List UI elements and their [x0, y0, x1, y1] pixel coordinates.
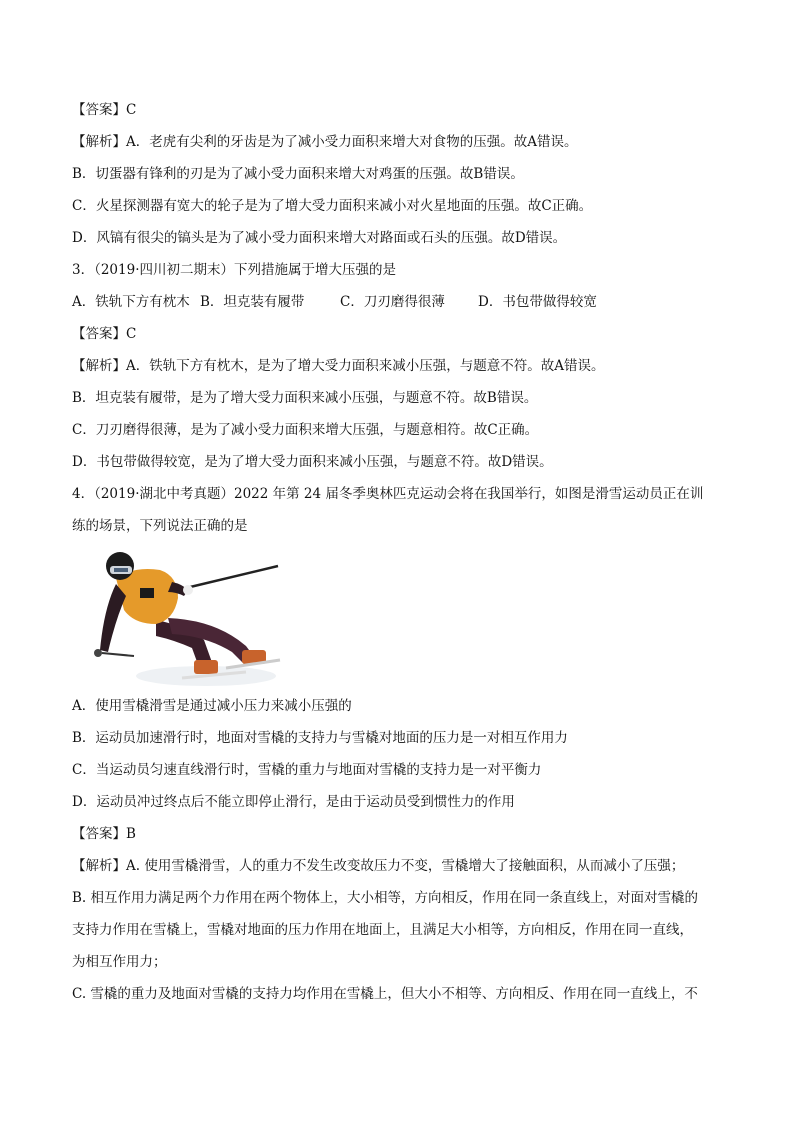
question-3-options	[72, 292, 597, 312]
answer-label-q3: 【答案】C	[72, 326, 137, 342]
analysis-line: B．切蛋器有锋利的刃是为了减小受力面积来增大对鸡蛋的压强。故B错误。	[72, 166, 524, 182]
analysis-line: C．刀刃磨得很薄，是为了减小受力面积来增大压强，与题意相符。故C正确。	[72, 422, 539, 438]
analysis-line: D．风镐有很尖的镐头是为了减小受力面积来增大对路面或石头的压强。故D错误。	[72, 230, 567, 246]
analysis-line: B．坦克装有履带，是为了增大受力面积来减小压强，与题意不符。故B错误。	[72, 390, 538, 406]
option-line: D．运动员冲过终点后不能立即停止滑行，是由于运动员受到惯性力的作用	[72, 794, 515, 810]
option-c: C．刀刃磨得很薄	[340, 294, 445, 310]
analysis-line: 为相互作用力；	[72, 954, 167, 970]
analysis-line: B. 相互作用力满足两个力作用在两个物体上，大小相等，方向相反，作用在同一条直线上，对面对雪橇的	[72, 890, 699, 906]
option-d: D．书包带做得较宽	[478, 294, 597, 310]
option-line: A．使用雪橇滑雪是通过减小压力来减小压强的	[72, 698, 352, 714]
option-line: B．运动员加速滑行时，地面对雪橇的支持力与雪橇对地面的压力是一对相互作用力	[72, 730, 568, 746]
analysis-line: 【解析】A. 使用雪橇滑雪，人的重力不发生改变故压力不变，雪橇增大了接触面积，从而减小了压强；	[72, 858, 685, 874]
analysis-line: 【解析】A．铁轨下方有枕木，是为了增大受力面积来减小压强，与题意不符。故A错误。	[72, 358, 605, 374]
skier-photo	[86, 548, 281, 686]
option-line: C．当运动员匀速直线滑行时，雪橇的重力与地面对雪橇的支持力是一对平衡力	[72, 762, 542, 778]
option-a: A．铁轨下方有枕木	[72, 294, 190, 310]
question-3-stem: 3．（2019·四川初二期末）下列措施属于增大压强的是	[72, 262, 396, 278]
answer-label-q2: 【答案】C	[72, 102, 137, 118]
analysis-line: 支持力作用在雪橇上，雪橇对地面的压力作用在地面上，且满足大小相等，方向相反，作用在同一直线，	[72, 922, 693, 938]
question-4-stem: 4．（2019·湖北中考真题）2022 年第 24 届冬季奥林匹克运动会将在我国举行，如图是滑雪运动员正在训	[72, 486, 704, 502]
option-b: B．坦克装有履带	[200, 294, 305, 310]
analysis-line: 【解析】A．老虎有尖利的牙齿是为了减小受力面积来增大对食物的压强。故A错误。	[72, 134, 578, 150]
question-4-stem-cont: 练的场景，下列说法正确的是	[72, 518, 248, 534]
analysis-line: C. 雪橇的重力及地面对雪橇的支持力均作用在雪橇上，但大小不相等、方向相反、作用在同一直线上，不	[72, 986, 698, 1002]
analysis-line: C．火星探测器有宽大的轮子是为了增大受力面积来减小对火星地面的压强。故C正确。	[72, 198, 593, 214]
analysis-line: D．书包带做得较宽，是为了增大受力面积来减小压强，与题意不符。故D错误。	[72, 454, 553, 470]
answer-label-q4: 【答案】B	[72, 826, 136, 842]
